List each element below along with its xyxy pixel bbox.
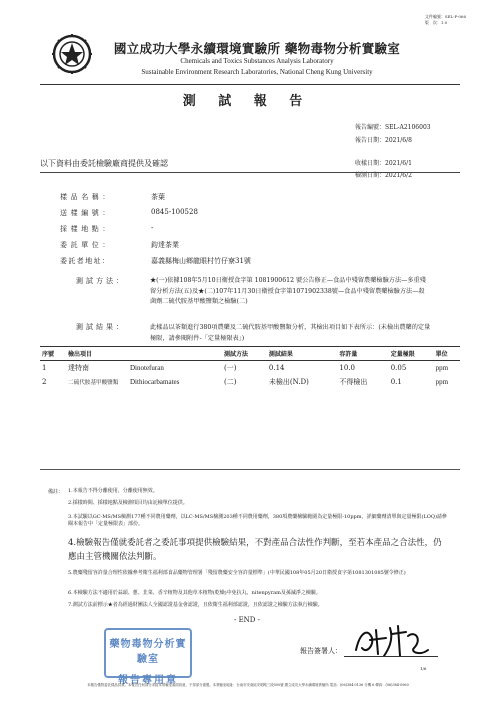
university-logo-icon	[52, 34, 92, 74]
client-address-label: 委託者地址：	[60, 257, 111, 265]
table-header-row	[40, 347, 460, 361]
analyte-unit: ppm	[435, 378, 449, 386]
note-item: 1.本報告不得分離使用，分離使用無效。	[68, 488, 158, 494]
analyte-name-cn: 達特南	[68, 364, 89, 372]
test-result-label: 測試結果：	[76, 323, 126, 331]
note-item: 6.本檢驗方法不適用於蒜頭、蔥、韭菜、香辛植物及其他草本植物(乾燥)中免抗丸、nitenpyram及孫滅淨之檢驗。	[68, 590, 321, 596]
client-value: 鈞達茶業	[151, 241, 179, 249]
stamp-line2: 報告專用章	[118, 675, 178, 686]
test-method-text: ★(一)依據108年5月10日衛授食字第 1081900612 號公告修正—食品中殘留農藥檢驗方法—多重殘留分析方法(五)及★(二)107年11月30日衛授食字第1071902338號—食品中殘留農藥檢驗方法—殺菌劑二硫代胺基甲酸鹽類之檢驗(二)	[150, 277, 426, 305]
note-item: 7.測試方法前標示★者為經過財團法人全國認證基金會認證，且依衛生福利部認證，且依認證之檢驗方法執行檢驗。	[68, 602, 323, 608]
sampling-location-value: -	[151, 224, 154, 232]
col-header-analyte: 檢出項目	[66, 347, 128, 361]
handwritten-signature	[350, 620, 434, 660]
sample-id-label: 送樣編號：	[60, 209, 113, 217]
results-table	[40, 346, 460, 389]
received-date-label: 收樣日期：	[355, 160, 386, 167]
end-marker: - END -	[233, 616, 261, 624]
note-item: 5.農藥殘留容許量合理性依據參考衛生福利部食品藥物管理署「殘留農藥安全容許量標準」(中華民國108年05月20日衛授食字第1081301085號令修正)	[68, 570, 406, 576]
sample-name-value: 茶葉	[151, 193, 165, 201]
analyte-loq: 0.05	[390, 364, 407, 372]
note-item: 4.檢驗報告僅就委託者之委託事項提供檢驗結果，不對產品合法性作判斷，至若本產品之合法性，仍應由主管機關依法判斷。	[68, 538, 442, 562]
analyte-name-en: Dinotefuran	[130, 364, 164, 372]
test-method-label: 測試方法：	[76, 277, 126, 285]
table-row	[40, 361, 460, 376]
client-address-value: 嘉義縣梅山鄉龍眼村竹仔寮31號	[151, 257, 251, 265]
note-item: 2.採樣時間、採樣地點及檢測項目均由託檢單位提供。	[68, 500, 188, 506]
col-header-analyte-en	[128, 347, 222, 361]
received-date: 2021/6/1	[385, 160, 412, 167]
sampling-location-label: 採樣地點：	[60, 225, 113, 233]
sample-name-label: 樣品名稱：	[60, 193, 113, 201]
sample-id-value: 0845-100528	[151, 208, 198, 216]
tested-date-label: 檢測日期：	[355, 172, 386, 179]
analyte-loq: 0.1	[390, 378, 402, 386]
notes-divider	[40, 469, 460, 470]
analyte-method: (一)	[224, 364, 237, 372]
test-result-text: 此樣品以茶類進行380項農藥及二硫代胺基甲酸鹽類分析，其檢出項目如下表所示：(未檢出農藥的定量極限，請參閱附件-「定量極限表」)	[150, 324, 431, 342]
col-header-tolerance: 容許量	[337, 347, 388, 361]
analyte-result: 未檢出(N.D)	[268, 378, 309, 386]
footer-disclaimer: 本報告僅對委託樣品負責。本報告任何部分未經本實驗室書面同意，不得部分複製。本實驗室地址：台南市安南區安明路三段500號 國立成功大學永續環境實驗所 電話：(06)384-0136 分機 6 傳真：(06)384-0960	[87, 683, 409, 687]
institution-name-chinese: 國立成功大學永續環境實驗所 藥物毒物分析實驗室	[113, 41, 401, 56]
analyte-tolerance: 10.0	[339, 364, 355, 372]
client-label: 委託單位：	[60, 241, 113, 249]
analyte-tolerance: 不得檢出	[339, 378, 368, 386]
col-header-unit: 單位	[434, 347, 460, 361]
col-header-result: 測試結果	[267, 347, 338, 361]
lab-seal-stamp	[104, 628, 192, 686]
row-no: 1	[42, 364, 47, 372]
signature-line	[344, 656, 438, 657]
analyte-unit: ppm	[435, 364, 449, 372]
report-title: 測 試 報 告	[182, 94, 312, 109]
table-row	[40, 375, 460, 389]
analyte-name-en: Dithiocarbamates	[130, 378, 180, 386]
analyte-name-cn: 二硫代胺基甲酸鹽類	[68, 380, 119, 386]
note-item: 3.本試驗以GC-MS/MS檢測177種不同農用藥劑，以LC-MS/MS檢測203種不同農用藥劑，380項農藥檢驗範圍為定量極限-10ppm，詳細藥劑清單與定量極限(LOQ)請參閱本報告中「定量極限表」部份。	[68, 514, 447, 527]
signatory-label: 報告簽署人：	[300, 647, 342, 655]
page-number: 1/6	[420, 666, 427, 671]
report-date: 2021/6/8	[385, 137, 412, 144]
report-number-row	[355, 122, 431, 131]
report-number-label: 報告編號：	[355, 124, 386, 131]
col-header-loq: 定量極限	[389, 347, 434, 361]
document-number: 文件編號：SEL-P-066	[424, 14, 466, 19]
section-divider	[40, 172, 460, 173]
row-no: 2	[42, 378, 47, 386]
document-version: 版 次：1.0	[424, 20, 448, 25]
col-header-method: 測試方法	[222, 347, 267, 361]
header-divider	[40, 84, 460, 85]
report-number: SEL-A2106003	[385, 124, 431, 131]
confirmation-statement: 以下資料由委託檢驗廠商提供及確認	[40, 159, 168, 168]
document-code	[425, 14, 466, 26]
stamp-line1: 藥物毒物分析實驗室	[109, 639, 187, 665]
report-date-row	[355, 135, 412, 144]
institution-name-english-line2: Sustainable Environment Research Laboratories, National Cheng Kung University	[141, 68, 373, 76]
col-header-no: 序號	[40, 347, 66, 361]
notes-heading: 備註：	[48, 489, 64, 495]
tested-date: 2021/6/2	[385, 172, 412, 179]
report-date-label: 報告日期：	[355, 137, 386, 144]
received-date-row	[355, 158, 412, 167]
analyte-method: (二)	[224, 378, 237, 386]
analyte-result: 0.14	[268, 364, 285, 372]
institution-name-english-line1: Chemicals and Toxics Substances Analysis Laboratory	[180, 57, 334, 65]
